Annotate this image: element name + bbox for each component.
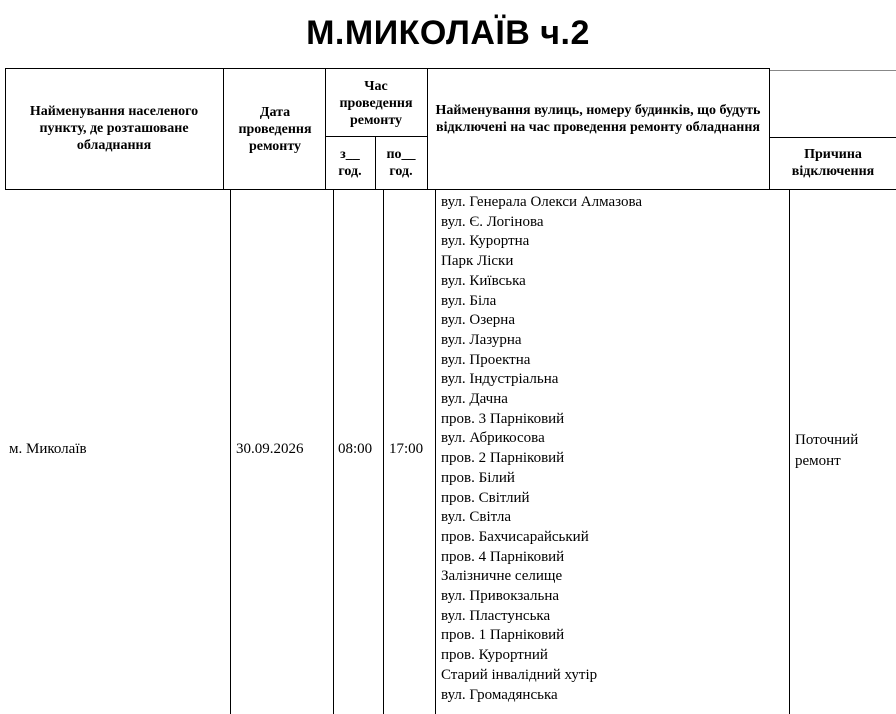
list-item: пров. Білий bbox=[441, 469, 515, 486]
table-top-border-right bbox=[769, 70, 896, 71]
list-item: пров. Світлий bbox=[441, 489, 530, 506]
col-border-4 bbox=[427, 68, 428, 189]
header-reason: Причина відключення bbox=[791, 147, 875, 179]
row-time-to: 17:00 bbox=[389, 441, 424, 457]
row-date: 30.09.2026 bbox=[236, 441, 304, 457]
list-item: вул. Привокзальна bbox=[441, 588, 560, 605]
header-bottom-border bbox=[5, 189, 896, 190]
body-border-4 bbox=[435, 189, 436, 714]
list-item: вул. Світла bbox=[441, 509, 511, 526]
col-border-1 bbox=[223, 68, 224, 189]
header-streets: Найменування вулиць, номеру будинків, що будуть відключені на час проведення ремонту обладнання bbox=[435, 103, 761, 135]
list-item: вул. Київська bbox=[441, 272, 526, 289]
col-border-5 bbox=[769, 68, 770, 189]
list-item: пров. 1 Парніковий bbox=[441, 627, 565, 644]
header-to: по__ год. bbox=[386, 147, 416, 179]
list-item: пров. Курортний bbox=[441, 647, 548, 664]
list-item: вул. Абрикосова bbox=[441, 430, 545, 447]
list-item: пров. 4 Парніковий bbox=[441, 548, 565, 565]
body-border-3 bbox=[383, 189, 384, 714]
page-title: М.МИКОЛАЇВ ч.2 bbox=[306, 14, 590, 52]
row-time-from: 08:00 bbox=[338, 441, 373, 457]
list-item: Залізничне селище bbox=[441, 568, 563, 585]
body-border-5 bbox=[789, 189, 790, 714]
list-item: вул. Пластунська bbox=[441, 607, 551, 624]
list-item: вул. Є. Логінова bbox=[441, 213, 544, 230]
street-list bbox=[441, 193, 642, 705]
list-item: пров. 3 Парніковий bbox=[441, 410, 565, 427]
list-item: вул. Індустріальна bbox=[441, 371, 559, 388]
list-item: вул. Проектна bbox=[441, 351, 531, 368]
list-item: вул. Дачна bbox=[441, 391, 508, 408]
time-subheader-border bbox=[325, 136, 427, 137]
header-date: Дата проведення ремонту bbox=[238, 105, 312, 154]
col-border-3 bbox=[375, 136, 376, 189]
list-item: пров. 2 Парніковий bbox=[441, 450, 565, 467]
list-item: Старий інвалідний хутір bbox=[441, 666, 598, 683]
body-border-1 bbox=[230, 189, 231, 714]
list-item: вул. Генерала Олекси Алмазова bbox=[441, 194, 643, 210]
body-border-2 bbox=[333, 189, 334, 714]
list-item: вул. Курортна bbox=[441, 233, 530, 250]
list-item: вул. Озерна bbox=[441, 312, 515, 329]
list-item: вул. Громадянська bbox=[441, 686, 558, 703]
row-settlement: м. Миколаїв bbox=[9, 441, 87, 457]
header-settlement: Найменування населеного пункту, де розташоване обладнання bbox=[29, 104, 199, 153]
list-item: вул. Біла bbox=[441, 292, 497, 309]
list-item: вул. Лазурна bbox=[441, 331, 522, 348]
list-item: Парк Ліски bbox=[441, 253, 514, 270]
row-reason: Поточний ремонт bbox=[795, 432, 859, 469]
header-from: з__ год. bbox=[338, 147, 362, 179]
list-item: пров. Бахчисарайський bbox=[441, 528, 589, 545]
header-time: Час проведення ремонту bbox=[339, 78, 413, 128]
